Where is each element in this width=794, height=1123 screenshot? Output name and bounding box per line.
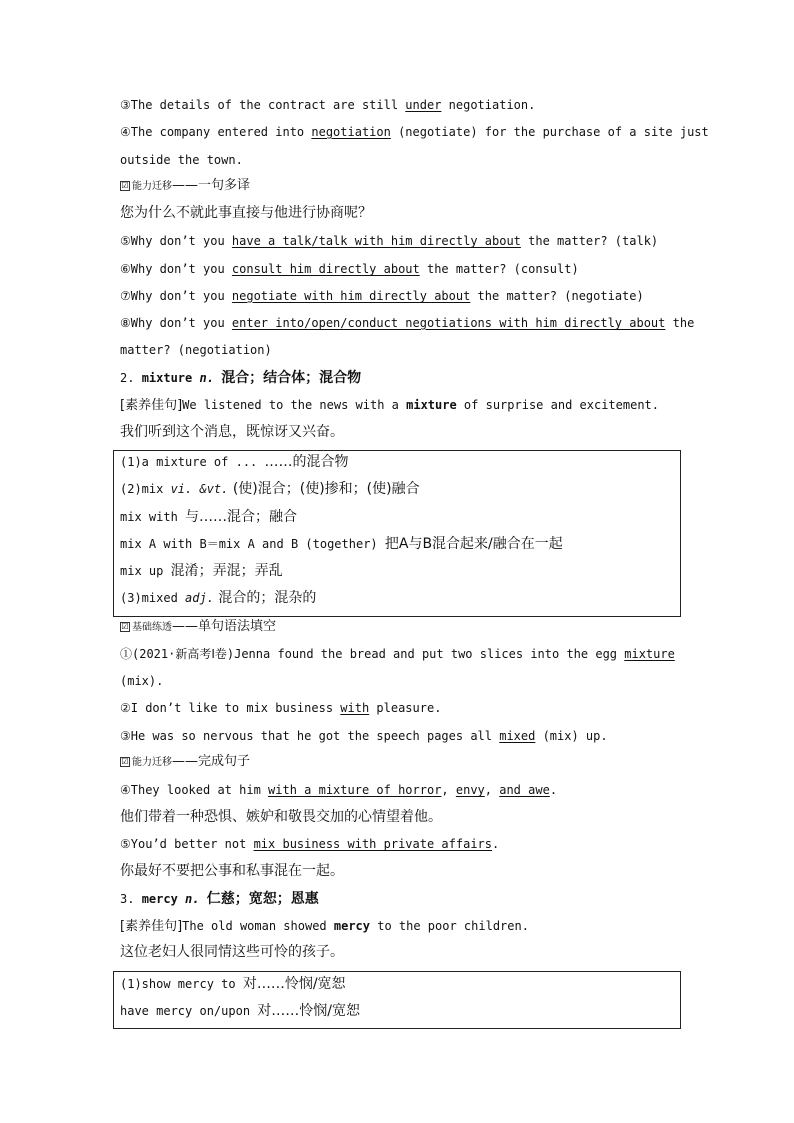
answer: enter into/open/conduct negotiations with him directly about xyxy=(231,316,666,330)
usage-row: (1)a mixture of ... ……的混合物 xyxy=(120,454,349,470)
usage-row: mix A with B＝mix A and B (together) 把A与B混合起来/融合在一起 xyxy=(120,536,563,552)
answer: and awe xyxy=(499,783,550,797)
usage-row: mix with 与……混合；融合 xyxy=(120,509,298,525)
exercise-5: ⑤You’d better not mix business with private affairs. xyxy=(120,837,500,851)
example-sentence: [素养佳句]We listened to the news with a mixture of surprise and excitement. xyxy=(120,398,659,413)
section-tag: ☑ 能力迁移——完成句子 xyxy=(121,754,251,769)
answer: with xyxy=(340,701,370,715)
exercise-4-translation: 他们带着一种恐惧、嫉妒和敬畏交加的心情望着他。 xyxy=(120,809,442,825)
checkbox-icon: ☑ xyxy=(121,181,129,190)
sentence-3: ③The details of the contract are still under negotiation. xyxy=(120,98,536,112)
answer: consult him directly about xyxy=(231,262,420,276)
answer: mix business with private affairs xyxy=(253,837,492,851)
exercise-4: ④They looked at him with a mixture of horror, envy, and awe. xyxy=(120,783,558,797)
entry-heading-mixture: 2. mixture n. 混合；结合体；混合物 xyxy=(120,370,362,386)
exercise-1: ①(2021·新高考Ⅰ卷)Jenna found the bread and put two slices into the egg mixture xyxy=(120,647,675,661)
exercise-2: ②I don’t like to mix business with pleasure. xyxy=(120,701,442,715)
answer: mixed xyxy=(499,729,536,743)
checkbox-icon: ☑ xyxy=(121,622,129,631)
sentence-8: ⑧Why don’t you enter into/open/conduct negotiations with him directly about the xyxy=(120,316,695,330)
section-tag: ☑ 基础练透——单句语法填空 xyxy=(121,619,277,634)
chinese-sentence: 您为什么不就此事直接与他进行协商呢？ xyxy=(120,205,372,221)
usage-row: have mercy on/upon 对……怜悯/宽恕 xyxy=(120,1003,360,1019)
example-translation: 这位老妇人很同情这些可怜的孩子。 xyxy=(120,944,344,960)
answer: have a talk/talk with him directly about xyxy=(231,234,521,248)
sentence-5: ⑤Why don’t you have a talk/talk with him directly about the matter? (talk) xyxy=(120,234,659,248)
usage-row: (1)show mercy to 对……怜悯/宽恕 xyxy=(120,976,346,992)
checkbox-icon: ☑ xyxy=(121,757,129,766)
example-translation: 我们听到这个消息，既惊讶又兴奋。 xyxy=(120,424,344,440)
exercise-3: ③He was so nervous that he got the speech pages all mixed (mix) up. xyxy=(120,729,608,743)
answer: under xyxy=(405,98,442,112)
answer: mixture xyxy=(624,647,675,661)
sentence-4-cont: outside the town. xyxy=(120,153,243,167)
entry-heading-mercy: 3. mercy n. 仁慈；宽恕；恩惠 xyxy=(120,891,319,907)
answer: with a mixture of horror xyxy=(268,783,442,797)
example-sentence: [素养佳句]The old woman showed mercy to the poor children. xyxy=(120,919,529,934)
sentence-4: ④The company entered into negotiation (negotiate) for the purchase of a site just xyxy=(120,125,709,139)
usage-row: (2)mix vi. &vt. (使)混合；(使)掺和；(使)融合 xyxy=(120,481,420,497)
usage-row: mix up 混淆；弄混；弄乱 xyxy=(120,563,283,579)
answer: envy xyxy=(455,783,485,797)
answer: negotiate with him directly about xyxy=(231,289,471,303)
section-tag: ☑ 能力迁移——一句多译 xyxy=(121,178,251,193)
sentence-8-cont: matter? (negotiation) xyxy=(120,343,272,357)
answer: negotiation xyxy=(311,125,391,139)
usage-row: (3)mixed adj. 混合的；混杂的 xyxy=(120,590,317,606)
exercise-1-cont: (mix). xyxy=(120,674,164,688)
exercise-5-translation: 你最好不要把公事和私事混在一起。 xyxy=(120,863,344,879)
sentence-6: ⑥Why don’t you consult him directly about the matter? (consult) xyxy=(120,262,579,276)
sentence-7: ⑦Why don’t you negotiate with him directly about the matter? (negotiate) xyxy=(120,289,644,303)
